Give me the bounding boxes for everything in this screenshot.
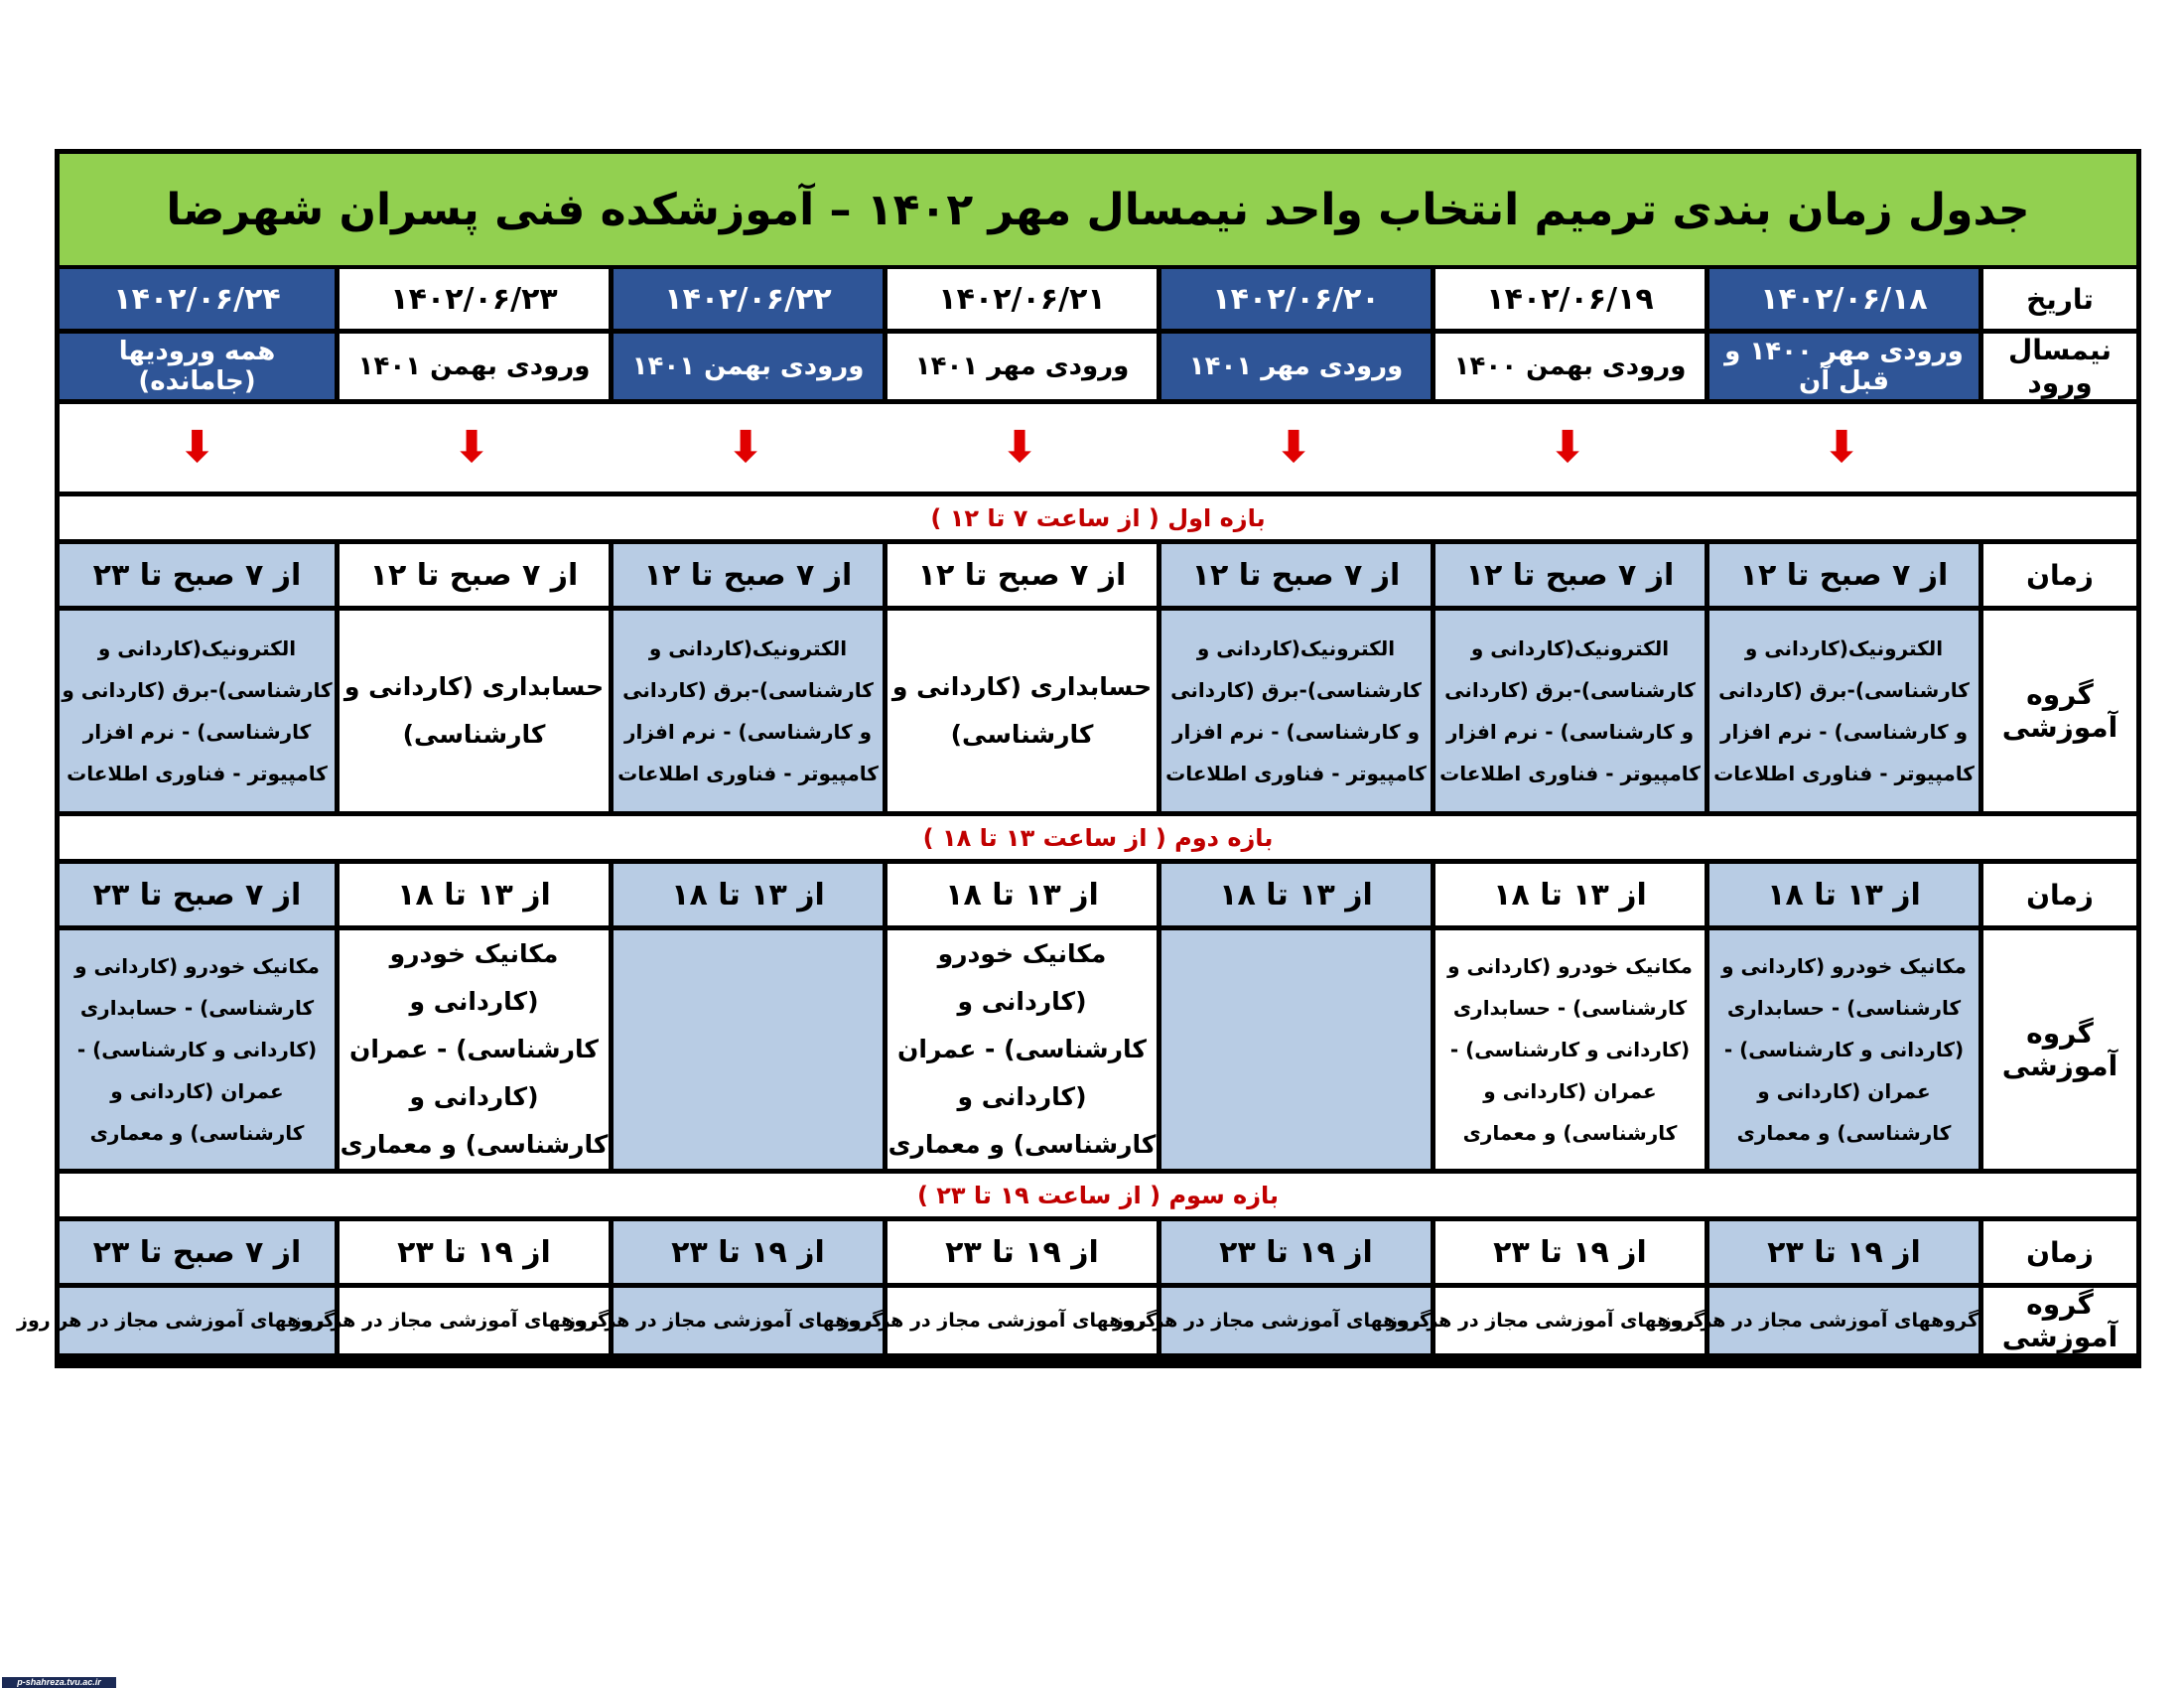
group-cell: مکانیک خودرو (کاردانی و کارشناسی) - عمران (کاردانی و کارشناسی) و معماری xyxy=(883,930,1157,1169)
schedule-sheet xyxy=(17,149,2141,1368)
group-cell: مکانیک خودرو (کاردانی و کارشناسی) - حسابداری (کاردانی و کارشناسی) - عمران (کاردانی و کارشناسی) و معماری xyxy=(60,930,335,1169)
date-cell: ۱۴۰۲/۰۶/۱۸ xyxy=(1705,269,1979,329)
time-cell: از ۱۳ تا ۱۸ xyxy=(335,864,609,925)
group-cell: الکترونیک(کاردانی و کارشناسی)-برق (کاردانی و کارشناسی) - نرم افزار کامپیوتر - فناوری اطلاعات xyxy=(1705,611,1979,811)
group-cell: گروههای آموزشی مجاز در هر روز xyxy=(335,1288,609,1353)
label-group: گروه آموزشی xyxy=(1979,611,2136,811)
group-cell: مکانیک خودرو (کاردانی و کارشناسی) - حسابداری (کاردانی و کارشناسی) - عمران (کاردانی و کارشناسی) و معماری xyxy=(1431,930,1705,1169)
group-cell: گروههای آموزشی مجاز در هر روز xyxy=(1705,1288,1979,1353)
time-cell: از ۱۳ تا ۱۸ xyxy=(609,864,883,925)
group-cell: مکانیک خودرو (کاردانی و کارشناسی) - عمران (کاردانی و کارشناسی) و معماری xyxy=(335,930,609,1169)
down-arrow-icon: ⬇ xyxy=(335,404,609,492)
period-3-label: بازه سوم ( از ساعت ۱۹ تا ۲۳ ) xyxy=(60,1174,2136,1216)
date-cell: ۱۴۰۲/۰۶/۲۱ xyxy=(883,269,1157,329)
date-cell: ۱۴۰۲/۰۶/۲۲ xyxy=(609,269,883,329)
time-row xyxy=(60,544,2136,606)
entry-cell: ورودی مهر ۱۴۰۱ xyxy=(883,334,1157,399)
group-row xyxy=(60,611,2136,811)
entry-cell: ورودی مهر ۱۴۰۰ و قبل آن xyxy=(1705,334,1979,399)
group-cell: حسابداری (کاردانی و کارشناسی) xyxy=(335,611,609,811)
time-cell: از ۱۹ تا ۲۳ xyxy=(335,1221,609,1283)
group-cell: گروههای آموزشی مجاز در هر روز xyxy=(60,1288,335,1353)
group-cell: الکترونیک(کاردانی و کارشناسی)-برق (کاردانی و کارشناسی) - نرم افزار کامپیوتر - فناوری اطلاعات xyxy=(1431,611,1705,811)
group-cell: گروههای آموزشی مجاز در هر روز xyxy=(883,1288,1157,1353)
label-entry: نیمسال ورود xyxy=(1979,334,2136,399)
label-time: زمان xyxy=(1979,864,2136,925)
period-band xyxy=(60,496,2136,539)
time-cell: از ۷ صبح تا ۱۲ xyxy=(1431,544,1705,606)
time-cell: از ۷ صبح تا ۱۲ xyxy=(883,544,1157,606)
date-cell: ۱۴۰۲/۰۶/۲۴ xyxy=(60,269,335,329)
period-2-label: بازه دوم ( از ساعت ۱۳ تا ۱۸ ) xyxy=(60,816,2136,859)
down-arrow-icon: ⬇ xyxy=(883,404,1157,492)
time-cell: از ۷ صبح تا ۱۲ xyxy=(335,544,609,606)
group-cell xyxy=(609,930,883,1169)
time-cell: از ۷ صبح تا ۱۲ xyxy=(1705,544,1979,606)
label-date: تاریخ xyxy=(1979,269,2136,329)
date-cell: ۱۴۰۲/۰۶/۱۹ xyxy=(1431,269,1705,329)
down-arrow-icon: ⬇ xyxy=(1157,404,1431,492)
down-arrow-icon: ⬇ xyxy=(1705,404,1979,492)
group-cell: گروههای آموزشی مجاز در هر روز xyxy=(609,1288,883,1353)
down-arrow-icon: ⬇ xyxy=(1431,404,1705,492)
entry-cell: ورودی بهمن ۱۴۰۰ xyxy=(1431,334,1705,399)
group-cell: الکترونیک(کاردانی و کارشناسی)-برق (کاردانی و کارشناسی) - نرم افزار کامپیوتر - فناوری اطلاعات xyxy=(60,611,335,811)
time-cell: از ۷ صبح تا ۲۳ xyxy=(60,544,335,606)
time-cell: از ۱۳ تا ۱۸ xyxy=(1705,864,1979,925)
time-cell: از ۱۹ تا ۲۳ xyxy=(1705,1221,1979,1283)
time-cell: از ۷ صبح تا ۱۲ xyxy=(609,544,883,606)
label-group: گروه آموزشی xyxy=(1979,1288,2136,1353)
group-cell: حسابداری (کاردانی و کارشناسی) xyxy=(883,611,1157,811)
date-cell: ۱۴۰۲/۰۶/۲۰ xyxy=(1157,269,1431,329)
group-cell: مکانیک خودرو (کاردانی و کارشناسی) - حسابداری (کاردانی و کارشناسی) - عمران (کاردانی و کارشناسی) و معماری xyxy=(1705,930,1979,1169)
group-cell: الکترونیک(کاردانی و کارشناسی)-برق (کاردانی و کارشناسی) - نرم افزار کامپیوتر - فناوری اطلاعات xyxy=(609,611,883,811)
page-title: جدول زمان بندی ترمیم انتخاب واحد نیمسال مهر ۱۴۰۲ – آموزشکده فنی پسران شهرضا xyxy=(60,154,2136,265)
group-cell xyxy=(1157,930,1431,1169)
entry-cell: ورودی مهر ۱۴۰۱ xyxy=(1157,334,1431,399)
group-row xyxy=(60,1288,2136,1353)
down-arrow-icon: ⬇ xyxy=(60,404,335,492)
group-cell: گروههای آموزشی مجاز در هر روز xyxy=(1431,1288,1705,1353)
time-cell: از ۱۳ تا ۱۸ xyxy=(1157,864,1431,925)
schedule-table xyxy=(17,264,2136,1358)
arrow-row xyxy=(60,404,2136,492)
label-time: زمان xyxy=(1979,544,2136,606)
time-cell: از ۱۹ تا ۲۳ xyxy=(1431,1221,1705,1283)
time-cell: از ۱۳ تا ۱۸ xyxy=(883,864,1157,925)
time-cell: از ۷ صبح تا ۲۳ xyxy=(60,864,335,925)
period-1-label: بازه اول ( از ساعت ۷ تا ۱۲ ) xyxy=(60,496,2136,539)
group-cell: گروههای آموزشی مجاز در هر روز xyxy=(1157,1288,1431,1353)
period-band xyxy=(60,816,2136,859)
time-cell: از ۱۹ تا ۲۳ xyxy=(1157,1221,1431,1283)
down-arrow-icon: ⬇ xyxy=(609,404,883,492)
entry-cell: ورودی بهمن ۱۴۰۱ xyxy=(335,334,609,399)
date-row xyxy=(60,269,2136,329)
time-cell: از ۱۳ تا ۱۸ xyxy=(1431,864,1705,925)
site-watermark: p-shahreza.tvu.ac.ir xyxy=(2,1677,116,1688)
date-cell: ۱۴۰۲/۰۶/۲۳ xyxy=(335,269,609,329)
label-time: زمان xyxy=(1979,1221,2136,1283)
period-band xyxy=(60,1174,2136,1216)
time-cell: از ۷ صبح تا ۱۲ xyxy=(1157,544,1431,606)
entry-cell: همه ورودیها (جامانده) xyxy=(60,334,335,399)
time-cell: از ۷ صبح تا ۲۳ xyxy=(60,1221,335,1283)
entry-row xyxy=(60,334,2136,399)
group-cell: الکترونیک(کاردانی و کارشناسی)-برق (کاردانی و کارشناسی) - نرم افزار کامپیوتر - فناوری اطلاعات xyxy=(1157,611,1431,811)
group-row xyxy=(60,930,2136,1169)
label-group: گروه آموزشی xyxy=(1979,930,2136,1169)
time-cell: از ۱۹ تا ۲۳ xyxy=(883,1221,1157,1283)
entry-cell: ورودی بهمن ۱۴۰۱ xyxy=(609,334,883,399)
time-cell: از ۱۹ تا ۲۳ xyxy=(609,1221,883,1283)
time-row xyxy=(60,864,2136,925)
time-row xyxy=(60,1221,2136,1283)
